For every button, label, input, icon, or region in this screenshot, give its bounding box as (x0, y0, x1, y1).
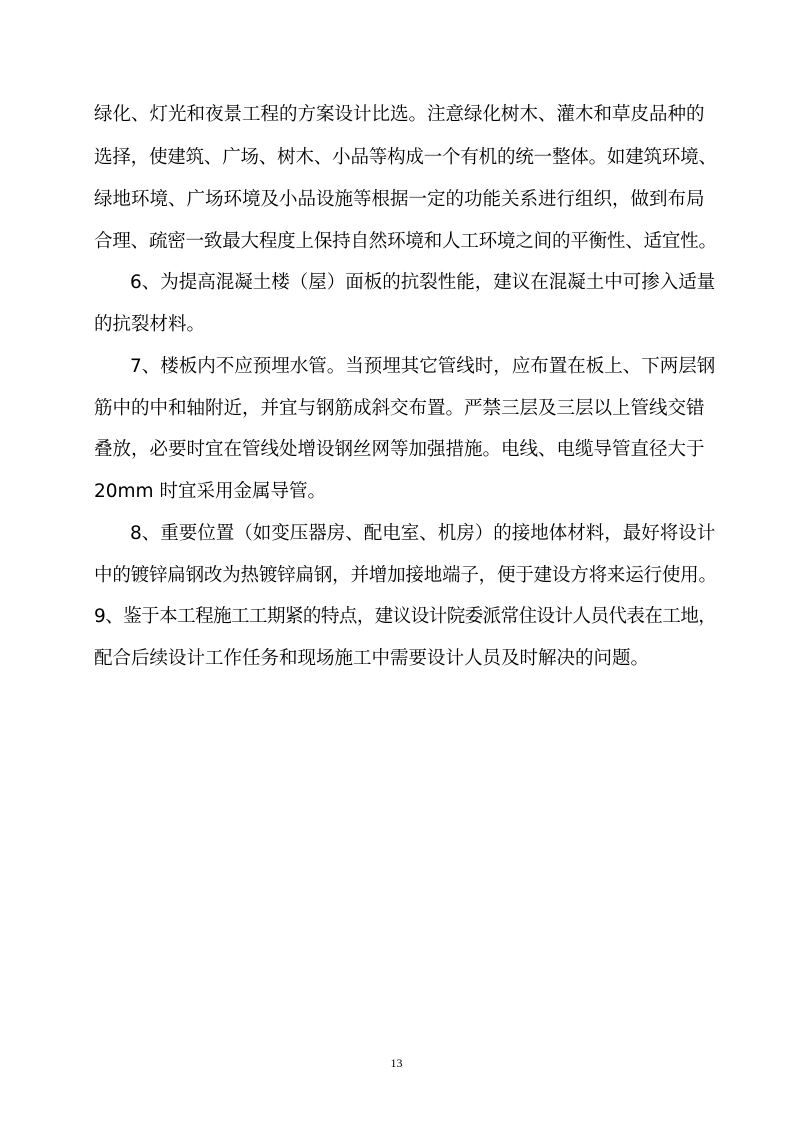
text-line: 中的镀锌扁钢改为热镀锌扁钢，并增加接地端子，便于建设方将来运行使用。 (94, 565, 717, 586)
text-line: 9、鉴于本工程施工工期紧的特点，建议设计院委派常住设计人员代表在工地， (94, 606, 717, 627)
text-line: 绿化、灯光和夜景工程的方案设计比选。注意绿化树木、灌木和草皮品种的 (94, 104, 705, 125)
text-line: 选择，使建筑、广场、树木、小品等构成一个有机的统一整体。如建筑环境、 (94, 147, 717, 168)
text-line: 绿地环境、广场环境及小品设施等根据一定的功能关系进行组织，做到布局 (94, 189, 705, 210)
text-line: 7、楼板内不应预埋水管。当预埋其它管线时，应布置在板上、下两层钢 (130, 356, 716, 377)
text-line: 8、重要位置（如变压器房、配电室、机房）的接地体材料，最好将设计 (130, 523, 716, 544)
text-line: 20mm 时宜采用金属导管。 (94, 481, 326, 502)
text-line: 6、为提高混凝土楼（屋）面板的抗裂性能，建议在混凝土中可掺入适量 (130, 272, 716, 293)
text-line: 的抗裂材料。 (94, 314, 206, 335)
page-number: 13 (390, 1056, 403, 1070)
text-line: 合理、疏密一致最大程度上保持自然环境和人工环境之间的平衡性、适宜性。 (94, 231, 717, 252)
text-line: 筋中的中和轴附近，并宜与钢筋成斜交布置。严禁三层及三层以上管线交错 (94, 398, 705, 419)
text-line: 叠放，必要时宜在管线处增设钢丝网等加强措施。电线、电缆导管直径大于 (94, 439, 705, 460)
text-line: 配合后续设计工作任务和现场施工中需要设计人员及时解决的问题。 (94, 648, 650, 669)
